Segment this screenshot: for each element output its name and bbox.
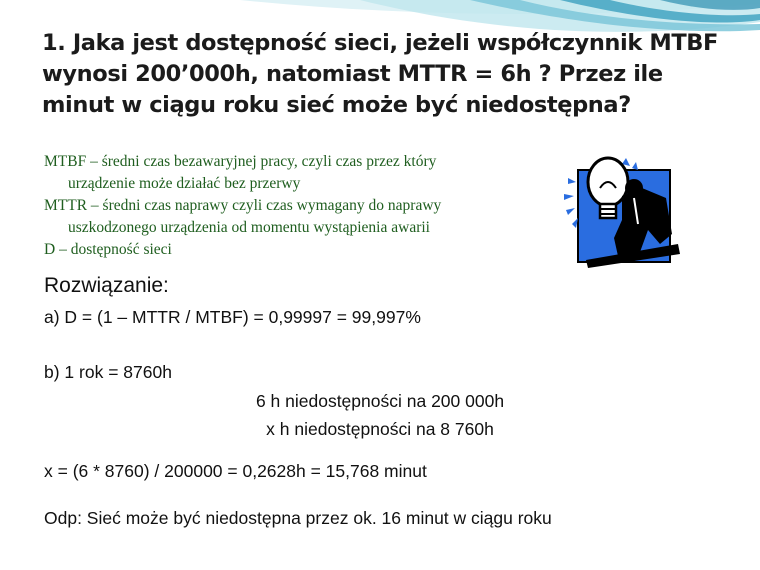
proportion-line-1: 6 h niedostępności na 200 000h (255, 391, 505, 411)
definition-mttr: MTTR – średni czas naprawy czyli czas wymagany do naprawy (44, 197, 442, 214)
lightbulb-idea-icon (556, 148, 686, 273)
slide-title: 1. Jaka jest dostępność sieci, jeżeli współczynnik MTBF wynosi 200’000h, natomiast MTTR = 6h ? Przez ile minut w ciągu roku sieć może być niedostępna? (42, 30, 719, 118)
solution-line-b: b) 1 rok = 8760h (44, 362, 172, 382)
definition-mtbf-continued: urządzenie może działać bez przerwy (68, 175, 301, 192)
proportion-line-2: x h niedostępności na 8 760h (266, 419, 494, 439)
definition-mtbf: MTBF – średni czas bezawaryjnej pracy, czyli czas przez który (44, 153, 437, 170)
solution-line-a: a) D = (1 – MTTR / MTBF) = 0,99997 = 99,997% (44, 307, 421, 327)
definitions-list (44, 151, 544, 261)
solution-heading: Rozwiązanie: (44, 274, 169, 297)
calculation-line: x = (6 * 8760) / 200000 = 0,2628h = 15,768 minut (44, 461, 427, 481)
definition-mttr-continued: uszkodzonego urządzenia od momentu wystąpienia awarii (68, 219, 430, 236)
answer-line: Odp: Sieć może być niedostępna przez ok. 16 minut w ciągu roku (44, 508, 552, 528)
definition-d: D – dostępność sieci (44, 241, 172, 258)
